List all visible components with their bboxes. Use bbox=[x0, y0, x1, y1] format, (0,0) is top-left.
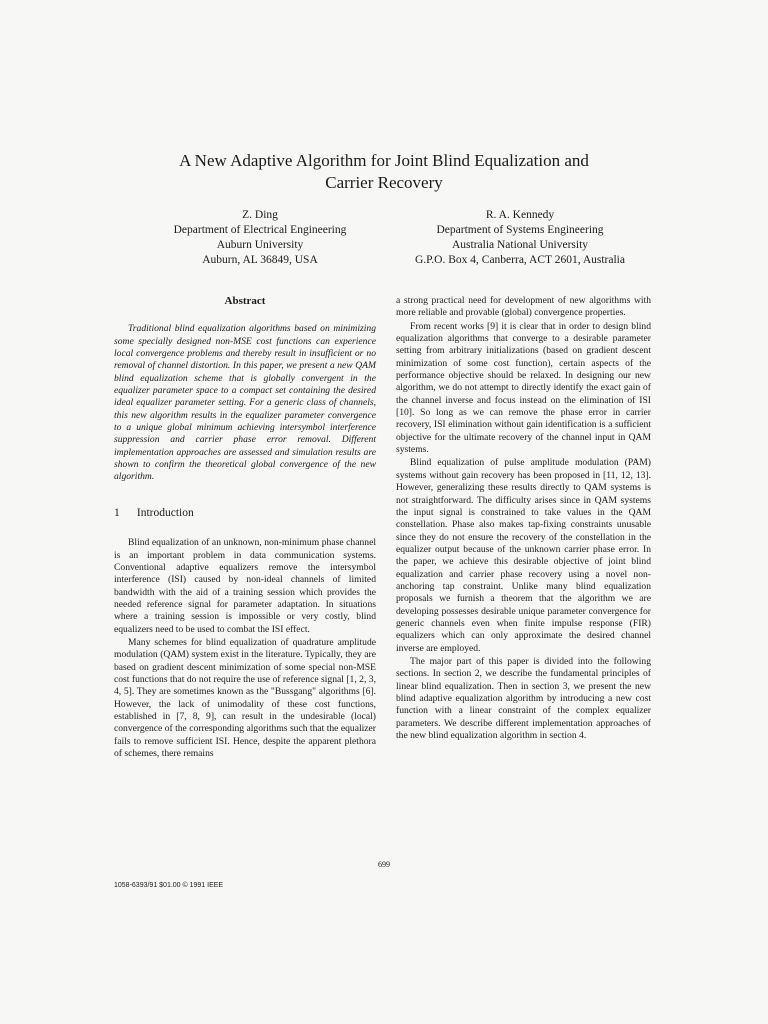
author-address: G.P.O. Box 4, Canberra, ACT 2601, Australia bbox=[415, 254, 625, 266]
abstract-body: Traditional blind equalization algorithms based on minimizing some specially designed non-MSE cost functions can experience local convergence problems and thereby result in insufficient or no removal of channel distortion. In this paper, we present a new QAM blind equalization scheme that is globally convergent in the equalizer parameter space to a compact set containing the desired ideal equalizer parameter setting. For a generic class of channels, this new algorithm results in the equalizer parameter convergence to a unique global minimum achieving intersymbol interference suppression and carrier phase error removal. Different implementation approaches are assessed and simulation results are shown to confirm the theoretical global convergence of the new algorithm. bbox=[114, 323, 376, 483]
title-line-2: Carrier Recovery bbox=[325, 173, 443, 192]
author-name: Z. Ding bbox=[242, 209, 278, 221]
section-heading bbox=[114, 507, 376, 519]
intro-paragraph-3: From recent works [9] it is clear that in order to design blind equalization algorithms that converge to a desirable parameter setting from arbitrary initializations (based on gradient descent minimization of some cost function), certain aspects of the performance objective should be relaxed. In designing our new algorithm, we do not attempt to directly identify the exact gain of the channel inverse and focus instead on the elimination of ISI [10]. So long as we can remove the phase error in carrier recovery, ISI elimination without gain identification is a sufficient objective for the ultimate recovery of the channel input in QAM systems. bbox=[396, 320, 651, 456]
author-department: Department of Systems Engineering bbox=[436, 224, 604, 236]
paper-title bbox=[0, 150, 768, 194]
intro-paragraph-1: Blind equalization of an unknown, non-minimum phase channel is an important problem in data communication systems. Conventional adaptive equalizers remove the intersymbol interference (ISI) caused by non-ideal channels of limited bandwidth with the aid of a training session which provides the needed reference signal for parameter adaptation. In situations where a training session is impossible or very costly, blind equalizers need to be used to combat the ISI effect. bbox=[114, 537, 376, 635]
page-number: 699 bbox=[378, 860, 390, 869]
copyright-line: 1058-6393/91 $01.00 © 1991 IEEE bbox=[114, 882, 224, 889]
intro-paragraph-5: The major part of this paper is divided into the following sections. In section 2, we describe the fundamental principles of linear blind equalization. Then in section 3, we present the new blind adaptive equalization algorithm by introducing a new cost function with a linear constraint of the complex equalizer parameters. We describe different implementation approaches of the new blind equalization algorithm in section 4. bbox=[396, 655, 651, 742]
right-column bbox=[396, 295, 651, 742]
author-university: Australia National University bbox=[451, 239, 589, 251]
author-department: Department of Electrical Engineering bbox=[173, 224, 347, 236]
section-number: 1 bbox=[114, 506, 120, 519]
author-address: Auburn, AL 36849, USA bbox=[202, 254, 318, 266]
author-university: Auburn University bbox=[216, 239, 304, 251]
author-name: R. A. Kennedy bbox=[485, 209, 555, 221]
intro-paragraph-4: Blind equalization of pulse amplitude modulation (PAM) systems without gain recovery has been proposed in [11, 12, 13]. However, generalizing these results directly to QAM systems is not straightforward. The difficulty arises since in QAM systems the input signal is constrained to take values in the QAM constellation. Phase also makes tap-fixing constraints unusable since they do not ensure the recovery of the constellation in the equalizer output because of the unknown carrier phase error. In the paper, we achieve this desirable objective of joint blind equalization and carrier phase recovery using a novel non-anchoring tap constraint. Unlike many blind equalization proposals we furnish a theorem that the algorithm we are developing possesses desirable unique parameter convergence for generic channels even when finite impulse response (FIR) equalizers which can only approximate the desired channel inverse are employed. bbox=[396, 457, 651, 654]
title-line-1: A New Adaptive Algorithm for Joint Blind Equalization and bbox=[179, 151, 589, 170]
abstract-heading: Abstract bbox=[224, 295, 266, 307]
intro-paragraph-2: Many schemes for blind equalization of quadrature amplitude modulation (QAM) system exist in the literature. Typically, they are based on gradient descent minimization of some special non-MSE cost functions that do not require the use of reference signal [1, 2, 3, 4, 5]. They are sometimes known as the "Bussgang" algorithms [6]. However, the lack of unimodality of these cost functions, established in [7, 8, 9], can result in the undesirable (local) convergence of the corresponding algorithms such that the equalizer fails to remove sufficient ISI. Hence, despite the apparent plethora of schemes, there remains bbox=[114, 636, 376, 759]
section-title: Introduction bbox=[136, 506, 194, 519]
left-column bbox=[114, 295, 376, 760]
intro-paragraph-continued: a strong practical need for development of new algorithms with more reliable and provable (global) convergence properties. bbox=[396, 295, 651, 319]
author-block-kennedy bbox=[380, 208, 660, 268]
author-block-ding bbox=[100, 208, 420, 268]
